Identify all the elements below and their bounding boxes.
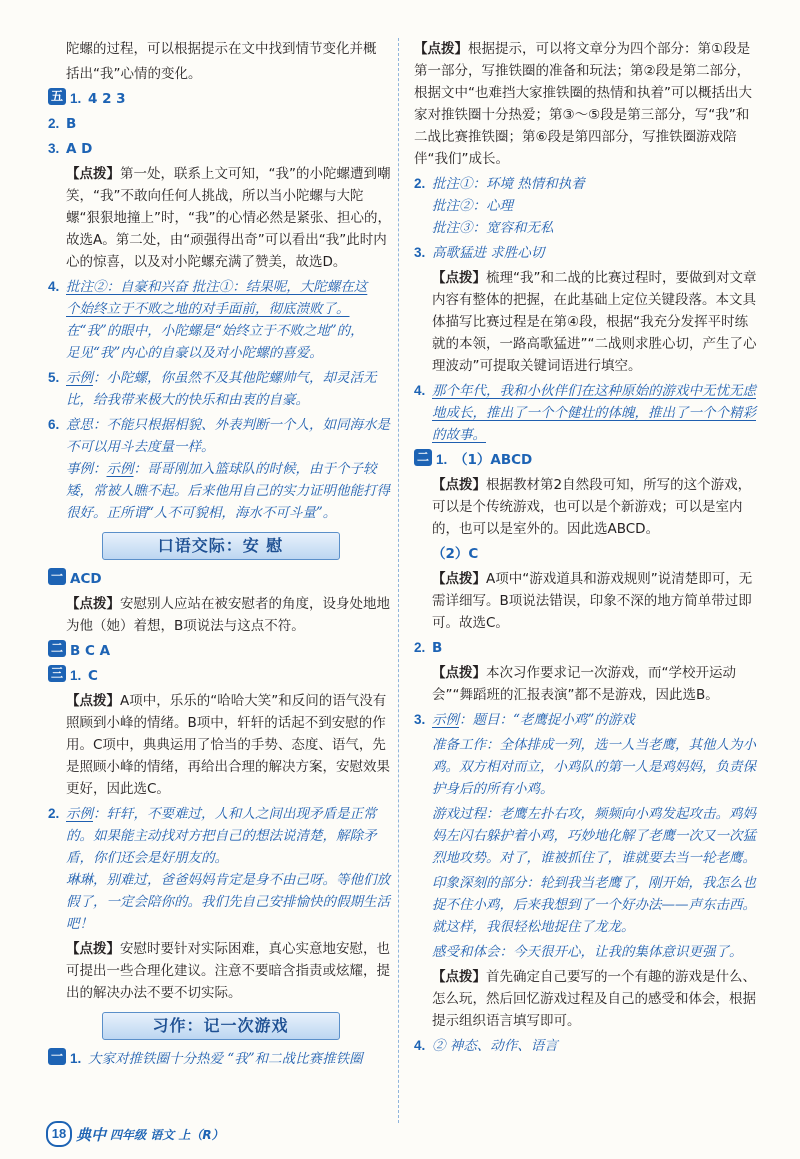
- answer-text: 意思：不能只根据相貌、外表判断一个人，如同海水是不可以用斗去度量一样。: [66, 417, 390, 455]
- example-label: 示例: [106, 461, 134, 477]
- tip-text: 根据教材第2自然段可知，所写的这个游戏，可以是个传统游戏，也可以是个新游戏；可以是室内的，也可以是室外的。因此选ABCD。: [432, 477, 752, 537]
- answer-text: ：轩轩，不要难过，人和人之间出现矛盾是正常的。如果能主动找对方把自己的想法说清楚，解除矛盾，你们还会是好朋友的。: [66, 806, 377, 866]
- answer-text: （1）ABCD: [454, 452, 533, 468]
- tip-r4: [414, 568, 759, 634]
- tip-text: 本次习作要求记一次游戏，而“学校开运动会”“舞蹈班的汇报表演”都不是游戏，因此选B。: [432, 665, 736, 703]
- answer-text: ② 神态、动作、语言: [432, 1038, 558, 1054]
- tip-r6: [414, 966, 759, 1032]
- tip-label: 【点拨】: [66, 596, 120, 612]
- prep-text: 准备工作：全体排成一列，选一人当老鹰，其他人为小鸡。双方相对而立，小鸡队的第一人是鸡妈妈，负责保护身后的所有小鸡。: [432, 737, 756, 797]
- example-label: 示例: [66, 370, 93, 386]
- question-number: 1.: [70, 91, 82, 106]
- section-badge: 一: [48, 568, 66, 585]
- annotation-line: 在“我”的眼中，小陀螺是“始终立于不败之地”的，: [66, 323, 364, 339]
- answer-text: ACD: [70, 571, 102, 587]
- answer-text: ：题目：“老鹰捉小鸡”的游戏: [459, 712, 635, 728]
- question-number: 2.: [48, 806, 60, 821]
- answer-text: 大家对推铁圈十分热爱 “我”和二战比赛推铁圈: [88, 1051, 363, 1067]
- annotation-line: 足见“我”内心的自豪以及对小陀螺的喜爱。: [66, 345, 323, 361]
- impress-text: 印象深刻的部分：轮到我当老鹰了，刚开始，我怎么也捉不住小鸡，后来我想到了一个好办法——声东击西。就这样，我很轻松地捉住了龙龙。: [432, 875, 756, 935]
- question-number: 4.: [48, 279, 60, 294]
- answer-text: B: [66, 116, 77, 132]
- annotation-line: 批注③：宽容和无私: [432, 220, 554, 236]
- answer-text: ：小陀螺，你虽然不及其他陀螺帅气，却灵活无比，给我带来极大的快乐和由衷的自豪。: [66, 370, 377, 408]
- question-number: 3.: [414, 245, 426, 260]
- question-4: [48, 276, 393, 364]
- question-r2: [414, 173, 759, 239]
- section-three-q1: [48, 665, 393, 687]
- section-banner: 习作：记一次游戏: [102, 1012, 340, 1040]
- tip-text: 安慰时要针对实际困难，真心实意地安慰，也可提出一些合理化建议。注意不要暗含指责或炫耀，提出的解决办法不要不切实际。: [66, 941, 390, 1001]
- example-label: 示例: [66, 806, 93, 822]
- intro-line-1: 陀螺的过程，可以根据提示在文中找到情节变化并概: [66, 41, 377, 57]
- question-3: [48, 138, 393, 160]
- question-number: 3.: [414, 712, 426, 727]
- question-number: 4.: [414, 383, 426, 398]
- question-5: [48, 367, 393, 411]
- answer-text: B C A: [70, 643, 111, 659]
- question-2: [48, 113, 393, 135]
- tip-r2: [414, 267, 759, 377]
- example-label: 示例: [432, 712, 459, 728]
- answer-text: C: [88, 668, 98, 684]
- answer-text: A D: [66, 141, 93, 157]
- question-number: 1.: [70, 1051, 82, 1066]
- answer-r1b: （2）C: [432, 546, 479, 562]
- tip-text: 第一处，联系上文可知，“我”的小陀螺遭到嘲笑，“我”不敢向任何人挑战，所以当小陀螺与大陀螺“狠狠地撞上”时，“我”的心情必然是紧张、担心的，故选A。第二处，由“顽强得出奇”可以看出“我”此时内心的惊喜，以及对小陀螺充满了赞美，故选D。: [66, 166, 391, 270]
- question-number: 2.: [414, 640, 426, 655]
- question-r4: [414, 380, 759, 446]
- question-number: 6.: [48, 417, 60, 432]
- tip-3: [48, 690, 393, 800]
- tip-text: A项中，乐乐的“哈哈大笑”和反问的语气没有照顾到小峰的情绪。B项中，轩轩的话起不到安慰的作用。C项中，典典运用了恰当的手势、态度、语气，先是照顾小峰的情绪，再给出合理的解决方案，安慰效果更好，因此选C。: [66, 693, 390, 797]
- page-number: 18: [46, 1121, 72, 1147]
- section-badge: 五: [48, 88, 66, 105]
- intro-line-2: 括出“我”心情的变化。: [66, 66, 202, 82]
- tip-r5: [414, 662, 759, 706]
- tip-label: 【点拨】: [432, 969, 486, 985]
- answer-text: 琳琳，别难过，爸爸妈妈肯定是身不由己呀。等他们放假了，一定会陪你的。我们先自己安排愉快的假期生活吧！: [66, 872, 390, 932]
- tip-text: 根据提示，可以将文章分为四个部分：第①段是第一部分，写推铁圈的准备和玩法；第②段是第二部分，根据文中“也难挡大家推铁圈的热情和执着”可以概括出大家对推铁圈十分热爱；第③～⑤段是第三部分，写“我”和二战比赛推铁圈；第⑥段是第四部分，写推铁圈游戏陪伴“我们”成长。: [414, 41, 752, 167]
- tip-r3: [414, 474, 759, 540]
- section-badge: 一: [48, 1048, 66, 1065]
- tip-2: [48, 593, 393, 637]
- tip-label: 【点拨】: [432, 665, 486, 681]
- example-prefix: 事例：: [66, 461, 107, 477]
- question-number: 2.: [48, 116, 60, 131]
- question-number: 2.: [414, 176, 426, 191]
- section-one: [48, 568, 393, 590]
- answer-text: 高歌猛进 求胜心切: [432, 245, 545, 261]
- section-one-q1: [48, 1048, 393, 1070]
- tip-label: 【点拨】: [66, 166, 120, 182]
- tip-label: 【点拨】: [66, 693, 120, 709]
- section-two: [48, 640, 393, 662]
- tip-label: 【点拨】: [432, 270, 486, 286]
- question-number: 3.: [48, 141, 60, 156]
- section-five-q1: [48, 88, 393, 110]
- tip-1: [48, 163, 393, 273]
- annotation-line: 批注②：自豪和兴奋 批注①：结果呢，大陀螺在这: [66, 279, 368, 295]
- question-r3b: [414, 709, 759, 731]
- annotation-line: 批注②：心理: [432, 198, 513, 214]
- tip-text: 安慰别人应站在被安慰者的角度，设身处地地为他（她）着想，B项说法与这点不符。: [66, 596, 390, 634]
- question-r2b: [414, 637, 759, 659]
- tip-r1: [414, 38, 759, 170]
- right-column: [414, 38, 759, 1060]
- book-info: 四年级 语文 上（R）: [110, 1127, 224, 1142]
- section-badge: 二: [414, 449, 432, 466]
- answer-text: 那个年代，我和小伙伴们在这种原始的游戏中无忧无虑地成长，推出了一个个健壮的体魄，推出了一个个精彩的故事。: [432, 383, 756, 443]
- tip-label: 【点拨】: [66, 941, 120, 957]
- question-r3: [414, 242, 759, 264]
- left-column: [48, 38, 393, 1073]
- answer-text: 4 2 3: [88, 91, 126, 107]
- tip-label: 【点拨】: [414, 41, 468, 57]
- tip-4: [48, 938, 393, 1004]
- column-divider: [398, 38, 399, 1123]
- section-banner: 口语交际：安 慰: [102, 532, 340, 560]
- question-6: [48, 414, 393, 524]
- question-number: 4.: [414, 1038, 426, 1053]
- question-number: 1.: [70, 668, 82, 683]
- tip-text: 梳理“我”和二战的比赛过程时，要做到对文章内容有整体的把握，在此基础上定位关键段落。本文具体描写比赛过程是在第④段，根据“我充分发挥平时练就的本领，一路高歌猛进”“二战则求胜心切，产生了心理波动”可提取关键词语进行填空。: [432, 270, 757, 374]
- section-badge: 三: [48, 665, 66, 682]
- annotation-line: 批注①：环境 热情和执着: [432, 176, 585, 192]
- tip-label: 【点拨】: [432, 571, 486, 587]
- answer-text: ：哥哥刚加入篮球队的时候，由于个子较矮，常被人瞧不起。后来他用自己的实力证明他能打得很好。正所谓“人不可貌相，海水不可斗量”。: [66, 461, 390, 521]
- question-2b: [48, 803, 393, 935]
- tip-text: A项中“游戏道具和游戏规则”说清楚即可，无需详细写。B项说法错误，印象不深的地方简单带过即可。故选C。: [432, 571, 753, 631]
- section-two-q1: [414, 449, 759, 471]
- page-footer: [46, 1122, 224, 1146]
- tip-text: 首先确定自己要写的一个有趣的游戏是什么、怎么玩，然后回忆游戏过程及自己的感受和体会，根据提示组织语言填写即可。: [432, 969, 756, 1029]
- feel-text: 感受和体会：今天很开心，让我的集体意识更强了。: [432, 944, 743, 960]
- brand-logo: 典中: [76, 1125, 107, 1144]
- section-badge: 二: [48, 640, 66, 657]
- process-text: 游戏过程：老鹰左扑右攻，频频向小鸡发起攻击。鸡妈妈左闪右躲护着小鸡，巧妙地化解了老鹰一次又一次猛烈地攻势。对了，谁被抓住了，谁就要去当一轮老鹰。: [432, 806, 756, 866]
- question-r4b: [414, 1035, 759, 1057]
- question-number: 5.: [48, 370, 60, 385]
- annotation-line: 个始终立于不败之地的对手面前，彻底溃败了。: [66, 301, 350, 317]
- tip-label: 【点拨】: [432, 477, 486, 493]
- answer-text: B: [432, 640, 443, 656]
- question-number: 1.: [436, 452, 448, 467]
